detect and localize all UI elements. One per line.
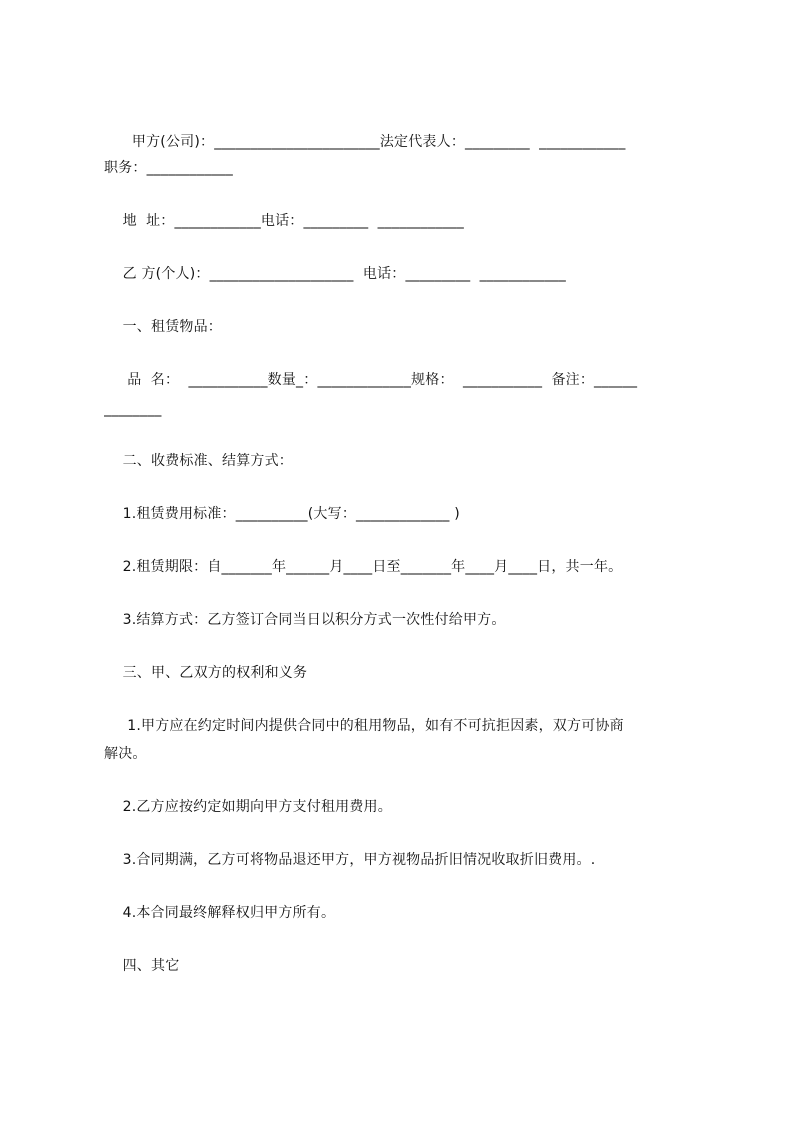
clause-3-1-continuation: 解决。	[104, 746, 147, 762]
address-phone-line: 地 址：____________电话：_________ ____________	[104, 213, 465, 229]
clause-3-4: 4.本合同最终解释权归甲方所有。	[104, 905, 336, 921]
party-b-line: 乙 方(个人)：____________________ 电话：_________ ____________	[104, 266, 566, 282]
clause-3-3: 3.合同期满，乙方可将物品退还甲方，甲方视物品折旧情况收取折旧费用。.	[104, 852, 596, 868]
section-4-heading: 四、其它	[104, 958, 180, 974]
section-1-heading: 一、租赁物品：	[104, 319, 223, 335]
rental-item-fields-continuation: ________	[104, 401, 162, 417]
party-a-company-line: 甲方(公司)：_______________________法定代表人：_________ ____________	[104, 134, 626, 150]
clause-3-1: 1.甲方应在约定时间内提供合同中的租用物品，如有不可抗拒因素，双方可协商	[104, 718, 624, 734]
clause-2-2: 2.租赁期限：自_______年______月____日至_______年____月____日，共一年。	[104, 559, 623, 575]
clause-3-2: 2.乙方应按约定如期向甲方支付租用费用。	[104, 799, 392, 815]
section-2-heading: 二、收费标准、结算方式：	[104, 453, 293, 469]
clause-2-1: 1.租赁费用标准：__________(大写：_____________ )	[104, 506, 460, 522]
rental-item-fields-line: 品 名： ___________数量_：_____________规格： ___________ 备注：______	[104, 372, 638, 388]
clause-2-3: 3.结算方式：乙方签订合同当日以积分方式一次性付给甲方。	[104, 612, 506, 628]
party-a-position-line: 职务：____________	[104, 160, 233, 176]
section-3-heading: 三、甲、乙双方的权利和义务	[104, 665, 308, 681]
